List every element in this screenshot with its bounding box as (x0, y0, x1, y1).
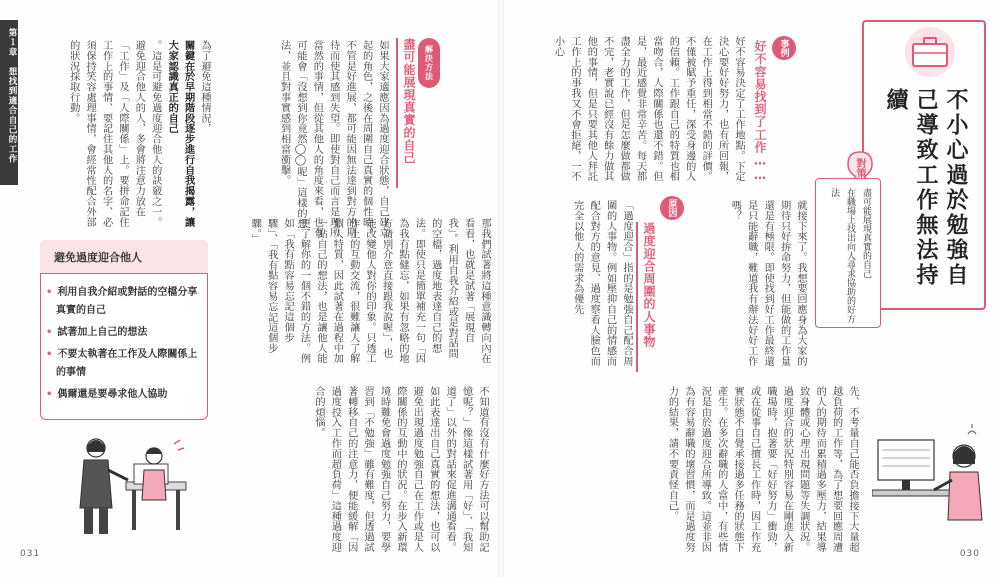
left-col1 (22, 40, 212, 235)
left-col1-key-point: 關鍵在於早期階段逐步進行自我揭露，讓大家認識真正的自己 (166, 40, 194, 228)
solution-badge: 解決方法 (418, 38, 440, 88)
left-col3: 那我們試著將這種意識轉向內在看看，也就是試著「展現自我」。利用自我介紹或是對話間的空檔，過度地表達自己的想法。即使只是簡單補充一句「因為我有點健忘，如果有忽略的地方請別介意直接跟我說喔」，也能改變他人對你的印象。只透工作上的互動交流，很難讓人了解個人特質，因此試著在過程中加一點自己的想法，也是讓他人能更了解你的一個不錯的方法。例如「我有點容易忘記這個步驟」、「我有點容易忘記這個步驟。」 (249, 218, 490, 364)
tired-worker-illustration (872, 420, 990, 540)
solution-heading: 盡可能展現真實的自己 (396, 38, 418, 188)
page-title: 不小心過於勉強自己導致工作無法持續 (883, 88, 968, 288)
summary-item: • 試著加上自己的想法 (56, 324, 206, 342)
case-badge: 事例 (772, 36, 796, 60)
case-text-continued: 就接下來了。我想要回應身為大家的期待只好拚命努力，但能做的工作量還是有極限。即使找到好工作最終還是只能辭職，難道我有辦法好好工作嗎？ (729, 200, 806, 367)
briefcase-icon (900, 26, 960, 78)
left-col1-p1: 為了避免這種情況， (199, 40, 210, 134)
book-gutter (498, 0, 504, 577)
chapter-tab: 第１章 想找到適合自己的工作 (0, 20, 18, 185)
right-bottom-text: 先、不考量自己能否負擔接下大量超越負荷的工作等，為了想要回應周遭的人的期待而累積過多壓力，結果導致身體或心理出現問題等失調狀況。過度迎合的狀況特別容易在剛進入新職場時，抱著要「好好努力」衝勁，或在從事自己擅長工作時，因工作充實狀態不自覺承接過多任務的狀態下產生。在多次辭職的人當中，有些情況是由於過度迎合所導致。這並非因為有容易辭職的壞習慣，而是過度努力的結果，請不要責怪自己。 (666, 386, 858, 553)
summary-item: • 不要太執著在工作及人際關係上的事情 (56, 346, 206, 382)
left-bottom-text: 不知道有沒有什麼好方法可以幫助記憶呢？」像這樣試著用「好」、「我知道了」以外的對話來促進溝通看看。如此表達出自己真實的想法，也可以避免出現過度勉強自己在工作或是人際關係的互動中的狀況。在步入新環境時難免會過度勉強自己努力，要學習到「不勉強」雖有難度，但透過試著轉移自己的注意力，便能緩解「因過度投入工作而超負荷」這種過度迎合的煩惱。 (312, 386, 488, 553)
summary-title: 避免過度迎合他人 (40, 240, 208, 274)
case-text: 好不容易決定了工作地點。下定決心要好好努力，也有所回報，在工作上得到相當不錯的評價。不僅被賦予重任，深受身邊的人的信賴。工作跟自己的特質也相當吻合，人際關係也還不錯。但是，最近感覺非常辛苦。每天都盡全力的工作，但是怎麼做都做不完，老實說已經沒有餘力做其他的事情，但是只要其他人拜託工作上的事我又不會拒絕，一不小心 (552, 36, 744, 182)
office-helper-illustration (56, 430, 196, 540)
left-col1-p3: 避免迎合他人的人，多會將注意力放在「工作」及「人際關係」上。要拼命記住工作上的事情、要記住其他人的名字、必須保持笑容處理事情，會經常性配合外部的狀況採取行動。 (67, 40, 145, 228)
left-col2: 如果大家適應因為過度迎合狀態，自己建立起的角色，之後在周圍自己真實的個性時，不管是好進展，都可能因無法達到對方的期待而使其感到失望。即使對自己而言是理所當然的事情，但從其他人的角度來看，也有可能會「沒想到你竟然◯◯呢」這樣的想法，並且對事實感到相當衝擊。 (278, 40, 388, 238)
summary-item: • 利用自我介紹或對話的空檔分享真實的自己 (56, 284, 206, 320)
summary-item: • 偶爾還是要尋求他人協助 (56, 386, 206, 404)
cause-text: 「過度迎合」指的是勉強自己配合周圍的人事物。例如壓抑自己的情感而配合對方的意見、過度察看人臉色而完全以他人的需求為優先 (571, 200, 632, 367)
page-number-left: 031 (20, 549, 41, 559)
solution-tag-label: 對策 (854, 158, 865, 178)
case-heading: 好不容易找到了工作…… (753, 40, 767, 183)
cause-heading: 過度迎合周圍的人事物 (636, 222, 658, 372)
page-number-right: 030 (959, 549, 980, 559)
solution-item: 在職場上找出向人尋求協助的好方法 (829, 188, 855, 323)
summary-list (56, 284, 206, 408)
solution-item: 盡可能展現真實的自己 (861, 188, 871, 278)
cause-badge: 原因 (660, 196, 684, 220)
solution-list (826, 188, 874, 328)
left-col1-p2: 。這是可避免過度迎合他人的訣竅之一。 (149, 40, 161, 228)
